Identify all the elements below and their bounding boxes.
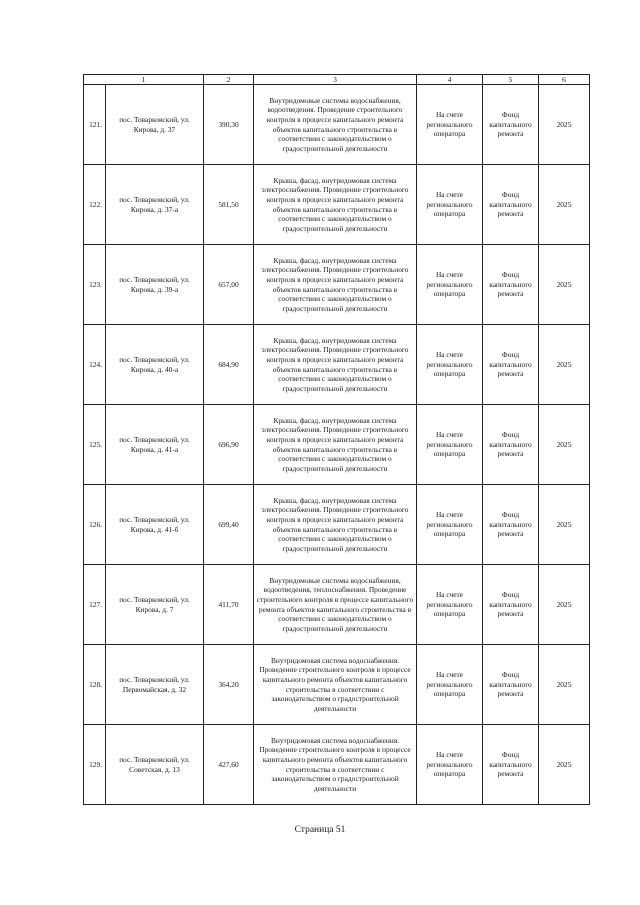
column-header-6: 6 [539, 75, 590, 85]
funding-account: На счете регионального оператора [417, 165, 483, 245]
building-address: пос. Товарковский, ул. Кирова, д. 41-а [106, 405, 204, 485]
row-number: 121. [84, 85, 106, 165]
repair-year: 2025 [539, 85, 590, 165]
repair-works-description: Крыша, фасад, внутридомовая система электроснабжения. Проведение строительного контроля в процессе капитального ремонта объектов капитального строительства в соответствии с законодательством о градостроительной деятельности [254, 165, 417, 245]
building-area: 699,40 [204, 485, 254, 565]
funding-account: На счете регионального оператора [417, 645, 483, 725]
repair-year: 2025 [539, 325, 590, 405]
building-address: пос. Товарковский, ул. Кирова, д. 41-б [106, 485, 204, 565]
repair-year: 2025 [539, 405, 590, 485]
repair-works-description: Внутридомовые системы водоснабжения, водоотведения. Проведение строительного контроля в процессе капитального ремонта объектов капитального строительства в соответствии с законодательством о градостроительной деятельности [254, 85, 417, 165]
row-number: 124. [84, 325, 106, 405]
funding-source: Фонд капитального ремонта [483, 325, 539, 405]
funding-source: Фонд капитального ремонта [483, 165, 539, 245]
building-area: 581,50 [204, 165, 254, 245]
table-row [84, 565, 590, 645]
repair-works-description: Крыша, фасад, внутридомовая система электроснабжения. Проведение строительного контроля в процессе капитального ремонта объектов капитального строительства в соответствии с законодательством о градостроительной деятельности [254, 405, 417, 485]
repair-works-description: Внутридомовая система водоснабжения. Проведение строительного контроля в процессе капитального ремонта объектов капитального строительства в соответствии с законодательством о градостроительной деятельности [254, 645, 417, 725]
column-header-4: 4 [417, 75, 483, 85]
funding-account: На счете регионального оператора [417, 245, 483, 325]
funding-source: Фонд капитального ремонта [483, 485, 539, 565]
funding-source: Фонд капитального ремонта [483, 565, 539, 645]
row-number: 126. [84, 485, 106, 565]
row-number: 129. [84, 725, 106, 805]
repair-year: 2025 [539, 645, 590, 725]
building-area: 427,60 [204, 725, 254, 805]
page-number: Страница 51 [294, 825, 346, 835]
repair-year: 2025 [539, 565, 590, 645]
building-address: пос. Товарковский, ул. Советская, д. 13 [106, 725, 204, 805]
building-area: 696,90 [204, 405, 254, 485]
repair-schedule-table [83, 74, 590, 805]
document-sheet [83, 74, 589, 805]
table-row [84, 725, 590, 805]
building-address: пос. Товарковский, ул. Кирова, д. 37-а [106, 165, 204, 245]
funding-source: Фонд капитального ремонта [483, 725, 539, 805]
building-address: пос. Товарковский, ул. Кирова, д. 37 [106, 85, 204, 165]
funding-account: На счете регионального оператора [417, 565, 483, 645]
column-header-1: 1 [84, 75, 204, 85]
table-row [84, 325, 590, 405]
funding-source: Фонд капитального ремонта [483, 85, 539, 165]
column-header-2: 2 [204, 75, 254, 85]
table-body [84, 85, 590, 805]
table-row [84, 405, 590, 485]
row-number: 122. [84, 165, 106, 245]
funding-account: На счете регионального оператора [417, 485, 483, 565]
table-row [84, 485, 590, 565]
building-address: пос. Товарковский, ул. Первомайская, д. 32 [106, 645, 204, 725]
funding-source: Фонд капитального ремонта [483, 405, 539, 485]
table-row [84, 245, 590, 325]
table-row [84, 645, 590, 725]
building-area: 684,90 [204, 325, 254, 405]
row-number: 123. [84, 245, 106, 325]
building-area: 411,70 [204, 565, 254, 645]
funding-source: Фонд капитального ремонта [483, 245, 539, 325]
row-number: 125. [84, 405, 106, 485]
table-row [84, 165, 590, 245]
building-address: пос. Товарковский, ул. Кирова, д. 40-а [106, 325, 204, 405]
building-area: 364,20 [204, 645, 254, 725]
column-header-5: 5 [483, 75, 539, 85]
repair-works-description: Внутридомовая система водоснабжения. Проведение строительного контроля в процессе капитального ремонта объектов капитального строительства в соответствии с законодательством о градостроительной деятельности [254, 725, 417, 805]
repair-works-description: Внутридомовые системы водоснабжения, водоотведения, теплоснабжения. Проведение строительного контроля в процессе капитального ремонта объектов капитального строительства в соответствии с законодательством о градостроительной деятельности [254, 565, 417, 645]
funding-account: На счете регионального оператора [417, 405, 483, 485]
funding-account: На счете регионального оператора [417, 325, 483, 405]
building-area: 657,00 [204, 245, 254, 325]
row-number: 127. [84, 565, 106, 645]
repair-year: 2025 [539, 165, 590, 245]
repair-year: 2025 [539, 245, 590, 325]
repair-works-description: Крыша, фасад, внутридомовая система электроснабжения. Проведение строительного контроля в процессе капитального ремонта объектов капитального строительства в соответствии с законодательством о градостроительной деятельности [254, 485, 417, 565]
repair-year: 2025 [539, 725, 590, 805]
repair-works-description: Крыша, фасад, внутридомовая система электроснабжения. Проведение строительного контроля в процессе капитального ремонта объектов капитального строительства в соответствии с законодательством о градостроительной деятельности [254, 245, 417, 325]
table-row [84, 85, 590, 165]
column-header-3: 3 [254, 75, 417, 85]
funding-source: Фонд капитального ремонта [483, 645, 539, 725]
funding-account: На счете регионального оператора [417, 85, 483, 165]
building-area: 390,30 [204, 85, 254, 165]
building-address: пос. Товарковский, ул. Кирова, д. 39-а [106, 245, 204, 325]
row-number: 128. [84, 645, 106, 725]
building-address: пос. Товарковский, ул. Кирова, д. 7 [106, 565, 204, 645]
column-number-header-row [84, 75, 590, 85]
repair-year: 2025 [539, 485, 590, 565]
repair-works-description: Крыша, фасад, внутридомовая система электроснабжения. Проведение строительного контроля в процессе капитального ремонта объектов капитального строительства в соответствии с законодательством о градостроительной деятельности [254, 325, 417, 405]
funding-account: На счете регионального оператора [417, 725, 483, 805]
